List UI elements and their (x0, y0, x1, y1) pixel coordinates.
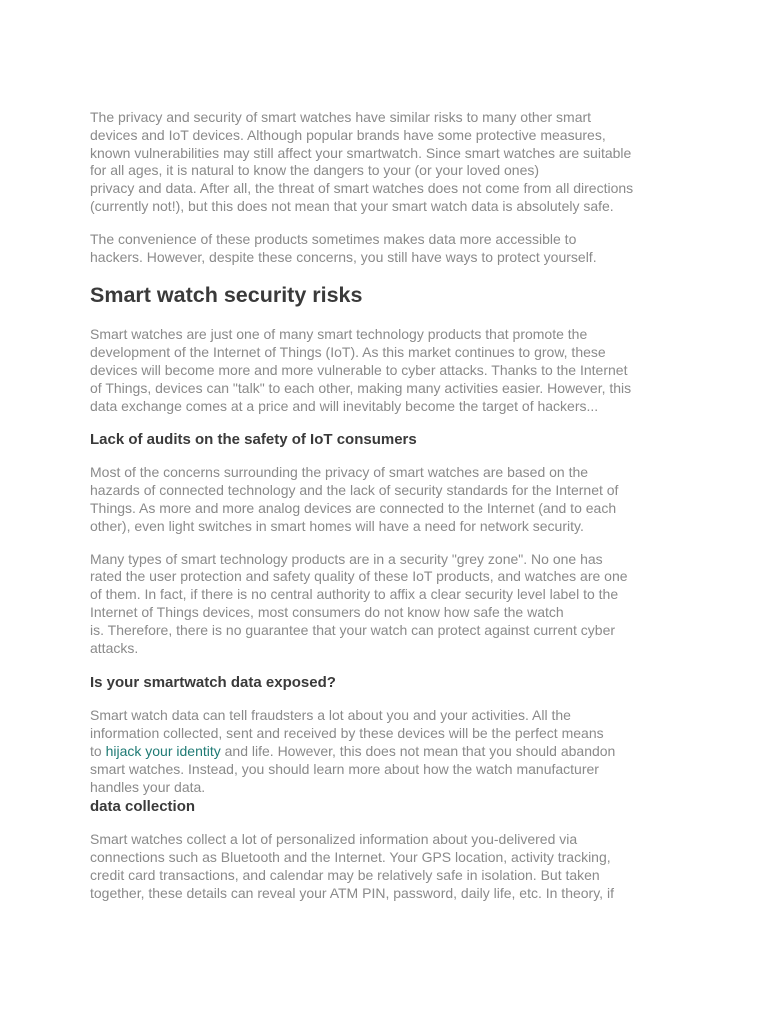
hijack-identity-link[interactable]: hijack your identity (105, 742, 221, 759)
article-body (90, 109, 690, 903)
intro-paragraph-2: The convenience of these products sometimes makes data more accessible to hackers. However, despite these concerns, you still have ways to protect yourself. (90, 230, 597, 265)
exposed-text-after: and life. However, this does not mean that you should abandon smart watches. Instead, you should learn more about how the watch manufacturer handles your data. (90, 742, 616, 795)
heading-security-risks: Smart watch security risks (90, 283, 363, 308)
exposed-paragraph-1 (90, 707, 690, 796)
audits-paragraph-2: Many types of smart technology products are in a security "grey zone". No one has rated the user protection and safety quality of these IoT products, and watches are one of them. In fact, if there is no central authority to affix a clear security level label to the Internet of Things devices, most consumers do not know how safe the watch is. Therefore, there is no guarantee that your watch can protect against current cyber attacks. (90, 550, 628, 656)
heading-data-collection: data collection (90, 798, 196, 816)
collection-paragraph-1: Smart watches collect a lot of personalized information about you-delivered via connections such as Bluetooth and the Internet. Your GPS location, activity tracking, credit card transactions, and calendar may be relatively safe in isolation. But taken together, these details can reveal your ATM PIN, password, daily life, etc. In theory, if (90, 831, 614, 901)
exposed-text-before: Smart watch data can tell fraudsters a lot about you and your activities. All the information collected, sent and received by these devices will be the perfect means to (90, 707, 604, 759)
risks-paragraph-1: Smart watches are just one of many smart technology products that promote the development of the Internet of Things (IoT). As this market continues to grow, these devices will become more and more vulnerable to cyber attacks. Thanks to the Internet of Things, devices can "talk" to each other, making many activities easier. However, this data exchange comes at a price and will inevitably become the target of hackers... (90, 326, 632, 414)
heading-data-exposed: Is your smartwatch data exposed? (90, 674, 336, 692)
heading-lack-of-audits: Lack of audits on the safety of IoT consumers (90, 431, 417, 449)
intro-paragraph-1: The privacy and security of smart watches have similar risks to many other smart devices and IoT devices. Although popular brands have some protective measures, known vulnerabilities may still affect your smartwatch. Since smart watches are suitable for all ages, it is natural to know the dangers to your (or your loved ones) privacy and data. After all, the threat of smart watches does not come from all directions (currently not!), but this does not mean that your smart watch data is absolutely safe. (90, 109, 634, 214)
audits-paragraph-1: Most of the concerns surrounding the privacy of smart watches are based on the hazards of connected technology and the lack of security standards for the Internet of Things. As more and more analog devices are connected to the Internet (and to each other), even light switches in smart homes will have a need for network security. (90, 464, 619, 534)
